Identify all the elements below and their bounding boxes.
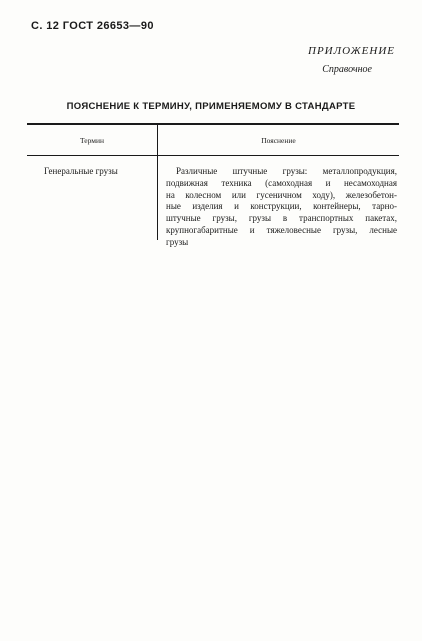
table-header-rule — [27, 155, 399, 156]
page-header: С. 12 ГОСТ 26653—90 — [31, 20, 154, 32]
explanation-line: подвижная техника (самоходная и несамоходная — [166, 177, 397, 188]
explanation-line: на колесном или гусеничном ходу), железобетон- — [166, 189, 397, 200]
explanation-line: крупногабаритные и тяжеловесные грузы, лесные — [166, 224, 397, 235]
explanation-line: Различные штучные грузы: металлопродукция, — [176, 166, 397, 176]
table-top-rule — [27, 123, 399, 125]
explanation-line: ные изделия и конструкции, контейнеры, тарно- — [166, 201, 397, 212]
column-header-explanation: Пояснение — [261, 136, 296, 145]
appendix-title: ПРИЛОЖЕНИЕ — [308, 45, 395, 57]
appendix-note: Справочное — [322, 64, 372, 75]
explanation-line: штучные грузы, грузы в транспортных пакетах, — [166, 213, 397, 224]
section-title: ПОЯСНЕНИЕ К ТЕРМИНУ, ПРИМЕНЯЕМОМУ В СТАНДАРТЕ — [66, 101, 356, 112]
column-header-term: Термин — [79, 136, 105, 145]
table-cell-explanation — [166, 166, 397, 249]
table-cell-term: Генеральные грузы — [44, 166, 118, 176]
table-column-divider — [157, 124, 158, 240]
explanation-line: грузы — [166, 236, 189, 247]
